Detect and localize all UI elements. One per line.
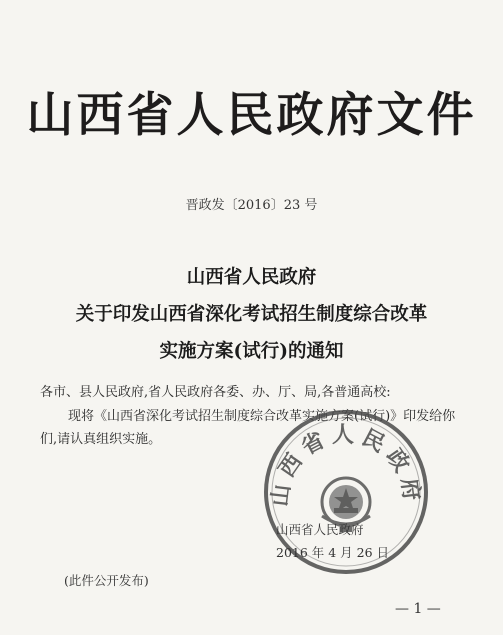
addressee-line: 各市、县人民政府,省人民政府各委、办、厅、局,各普通高校: bbox=[40, 385, 391, 400]
heading-line-3: 实施方案(试行)的通知 bbox=[159, 341, 344, 362]
public-release-note: (此件公开发布) bbox=[64, 573, 149, 588]
seal-text: 山西省人民政府 bbox=[266, 422, 426, 508]
document-number: 晋政发〔2016〕23 号 bbox=[185, 198, 318, 213]
issue-date: 2016 年 4 月 26 日 bbox=[276, 545, 390, 560]
body-paragraph: 现将《山西省深化考试招生制度综合改革实施方案(试行)》印发给你们,请认真组织实施。 bbox=[40, 409, 456, 447]
heading-line-1: 山西省人民政府 bbox=[186, 267, 317, 288]
page-number: — 1 — bbox=[395, 601, 441, 617]
issuer-name: 山西省人民政府 bbox=[276, 522, 364, 537]
document-title: 山西省人民政府文件 bbox=[26, 88, 477, 143]
heading-line-2: 关于印发山西省深化考试招生制度综合改革 bbox=[75, 304, 428, 325]
